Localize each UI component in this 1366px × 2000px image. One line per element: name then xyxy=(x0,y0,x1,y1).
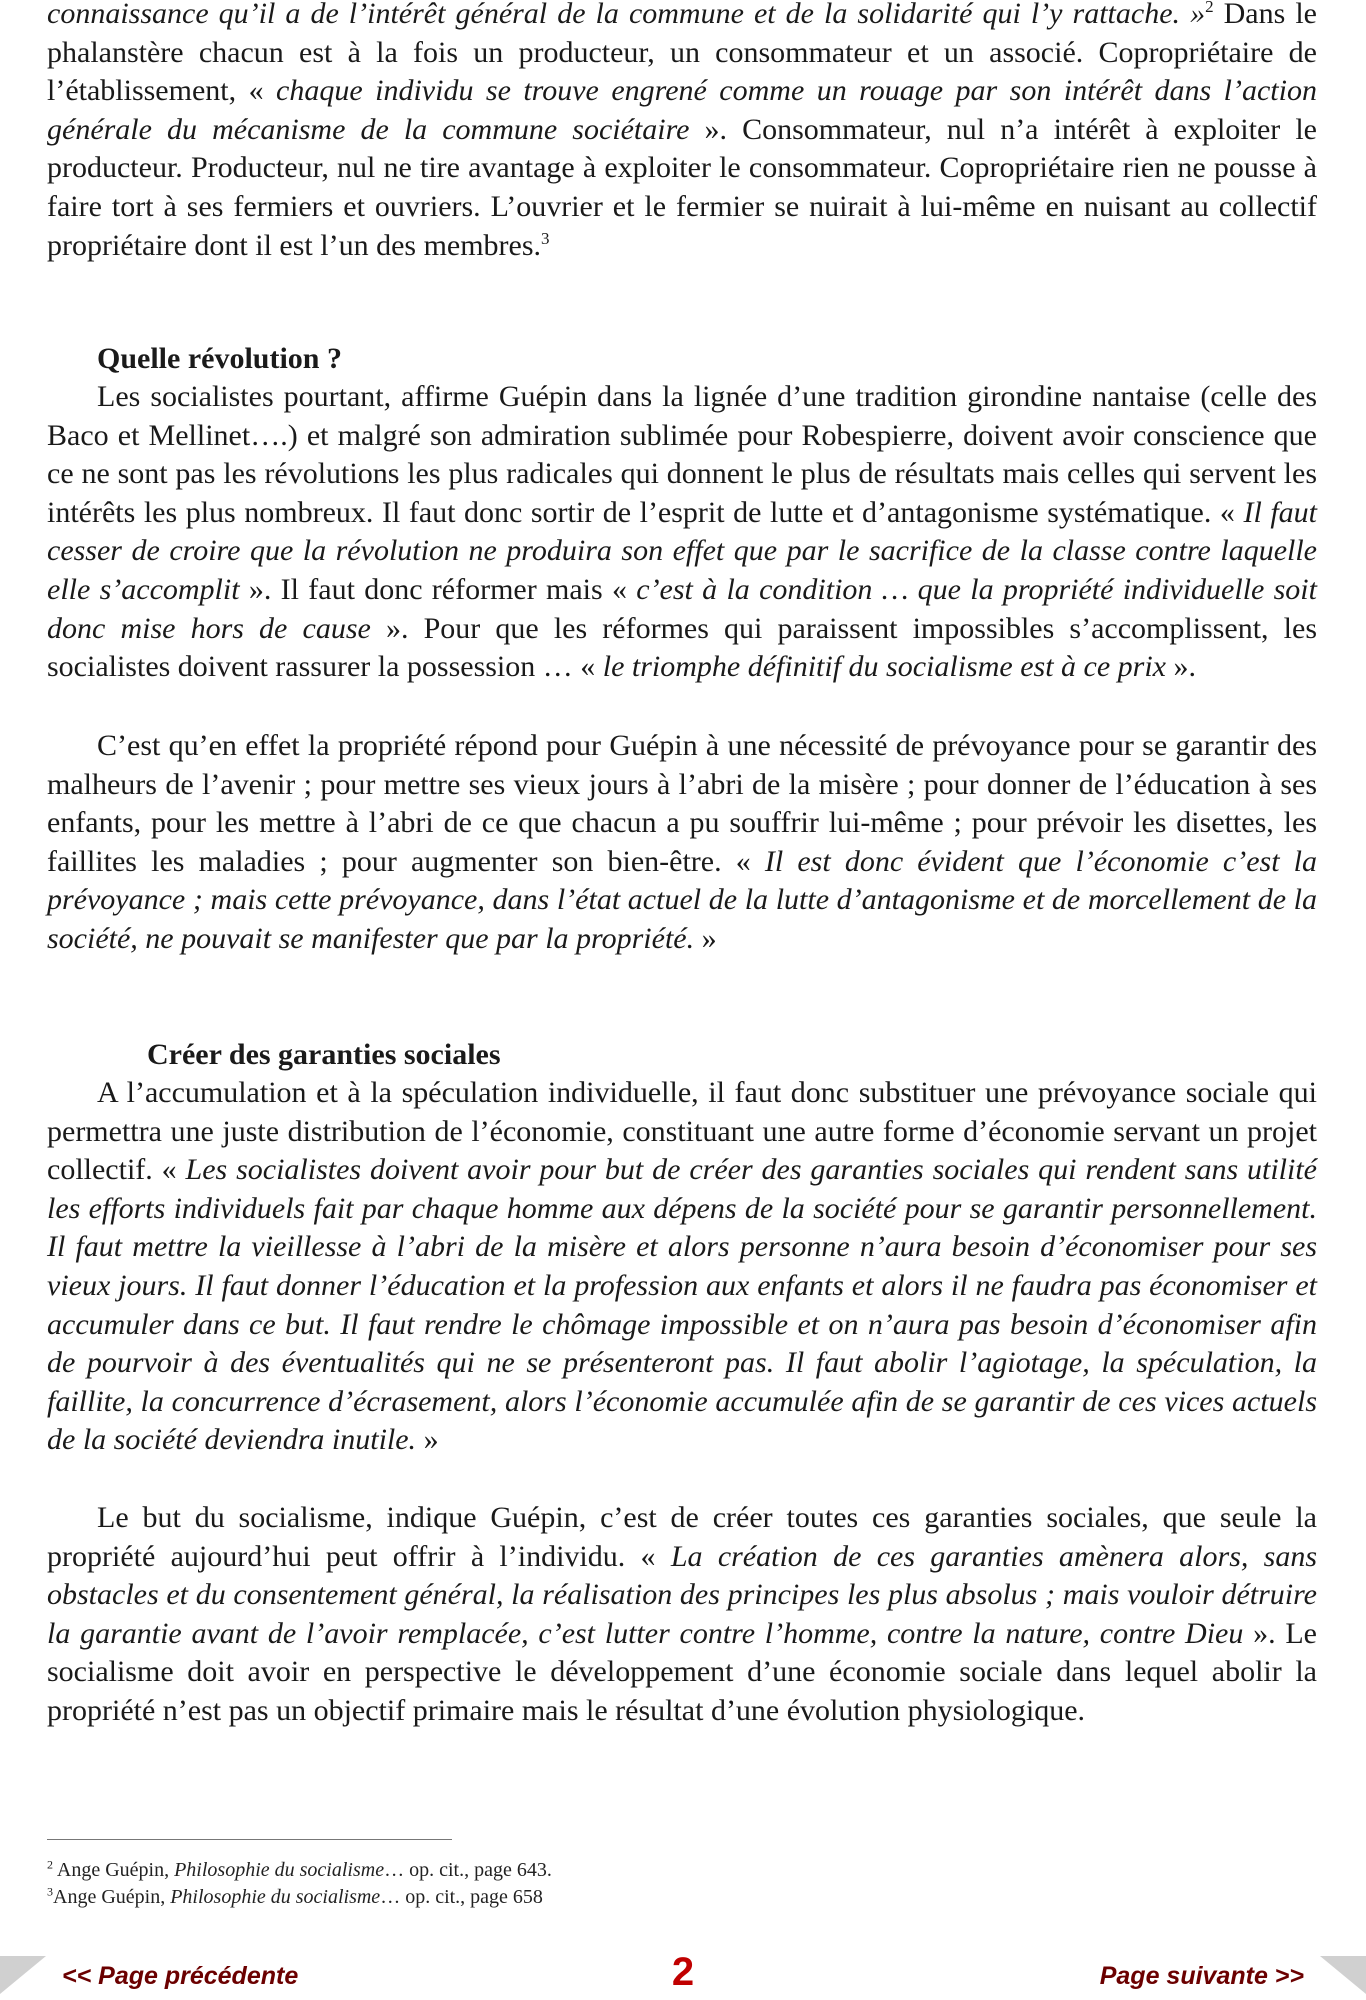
footnote-title: Philosophie du socialisme xyxy=(174,1859,385,1881)
quote-text: c’est à la condition … que la propriété individuelle soit donc mise hors de cause xyxy=(47,572,1317,645)
footnote-3 xyxy=(47,1884,1317,1911)
page-curl-right-icon[interactable] xyxy=(1320,1956,1366,1994)
next-page-link[interactable]: Page suivante >> xyxy=(1099,1962,1304,1990)
quote-text: chaque individu se trouve engrené comme un rouage par son intérêt dans l’action générale du mécanisme de la commune sociétaire xyxy=(47,74,1317,146)
section-heading-quelle-revolution: Quelle révolution ? xyxy=(97,342,342,375)
paragraph-5 xyxy=(47,1499,1317,1731)
text-run: ». Consommateur, nul n’a intérêt à exploiter le producteur. Producteur, nul ne tire avantage à exploiter le consommateur. Copropriétaire rien ne pousse à faire tort à ses fermiers et ouvriers. L’ouvrier et le fermier se nuirait à lui-même en nuisant au collectif propriétaire dont il est l’un des membres. xyxy=(47,112,1317,262)
page-number: 2 xyxy=(671,1950,695,1994)
text-run: » xyxy=(694,921,717,955)
quote-text: Il est donc évident que l’économie c’est la prévoyance ; mais cette prévoyance, dans l’état actuel de la lutte d’antagonisme et de morcellement de la société, ne pouvait se manifester que par la propriété. xyxy=(47,844,1318,955)
footnote-number: 3 xyxy=(47,1884,53,1899)
text-run: ». Le socialisme doit avoir en perspective le développement d’une économie sociale dans lequel abolir la propriété n’est pas un objectif primaire mais le résultat d’une évolution physiologique. xyxy=(47,1616,1317,1727)
footnote-separator xyxy=(47,1839,452,1840)
text-run: A l’accumulation et à la spéculation individuelle, il faut donc substituer une prévoyance sociale qui permettra une juste distribution de l’économie, constituant une autre forme d’économie servant un projet collectif. « xyxy=(47,1076,1317,1187)
text-run: Dans le phalanstère chacun est à la fois un producteur, un consommateur et un associé. Copropriétaire de l’établissement, « xyxy=(47,0,1317,108)
footnote-2 xyxy=(47,1857,1317,1884)
paragraph-2 xyxy=(47,378,1317,687)
quote-text: Il faut cesser de croire que la révolution ne produira son effet que par le sacrifice de la classe contre laquelle elle s’accomplit xyxy=(47,495,1317,606)
footnote-reference: … op. cit., page 643. xyxy=(384,1859,552,1881)
text-run: ». xyxy=(1165,650,1196,684)
quote-text: connaissance qu’il a de l’intérêt général de la commune et de la solidarité qui l’y rattache. » xyxy=(47,0,1206,30)
footnote-number: 2 xyxy=(47,1857,53,1872)
footnotes xyxy=(47,1857,1317,1911)
text-run: Le but du socialisme, indique Guépin, c’est de créer toutes ces garanties sociales, que seule la propriété aujourd’hui peut offrir à l’individu. « xyxy=(47,1501,1317,1573)
text-run: » xyxy=(416,1423,439,1457)
text-run: Les socialistes pourtant, affirme Guépin dans la lignée d’une tradition girondine nantaise (celle des Baco et Mellinet….) et malgré son admiration sublimée pour Robespierre, doivent avoir conscience que ce ne sont pas les révolutions les plus radicales qui donnent le plus de résultats mais celles qui servent les intérêts les plus nombreux. Il faut donc sortir de l’esprit de lutte et d’antagonisme systématique. « xyxy=(47,380,1317,529)
footnote-ref: 3 xyxy=(541,228,550,248)
footnote-author: Ange Guépin, xyxy=(53,1859,175,1881)
quote-text: le triomphe définitif du socialisme est à ce prix xyxy=(602,650,1166,684)
quote-text: La création de ces garanties amènera alors, sans obstacles et du consentement général, la réalisation des principes les plus absolus ; mais vouloir détruire la garantie avant de l’avoir remplacée, c’est lutter contre l’homme, contre la nature, contre Dieu xyxy=(47,1539,1318,1650)
footnote-author: Ange Guépin, xyxy=(53,1886,171,1908)
page-navigation xyxy=(0,1950,1366,2000)
paragraph-3 xyxy=(47,727,1317,959)
paragraph-4 xyxy=(47,1074,1317,1460)
section-heading-garanties-sociales: Créer des garanties sociales xyxy=(147,1038,501,1071)
footnote-title: Philosophie du socialisme xyxy=(170,1886,381,1908)
paragraph-1 xyxy=(47,0,1317,265)
text-run: ». Il faut donc réformer mais « xyxy=(239,572,637,606)
footnote-reference: … op. cit., page 658 xyxy=(380,1886,543,1908)
text-run: C’est qu’en effet la propriété répond pour Guépin à une nécessité de prévoyance pour se garantir des malheurs de l’avenir ; pour mettre ses vieux jours à l’abri de la misère ; pour donner de l’éducation à ses enfants, pour les mettre à l’abri de ce que chacun a pu souffrir lui-même ; pour prévoir les disettes, les faillites les maladies ; pour augmenter son bien-être. « xyxy=(47,729,1317,878)
text-run: ». Pour que les réformes qui paraissent impossibles s’accomplissent, les socialistes doivent rassurer la possession … « xyxy=(47,611,1317,684)
quote-text: Les socialistes doivent avoir pour but de créer des garanties sociales qui rendent sans utilité les efforts individuels fait par chaque homme aux dépens de la société pour se garantir personnellement. Il faut mettre la vieillesse à l’abri de la misère et alors personne n’aura besoin d’économiser pour ses vieux jours. Il faut donner l’éducation et la profession aux enfants et alors il ne faudra pas économiser et accumuler dans ce but. Il faut rendre le chômage impossible et on n’aura pas besoin d’économiser afin de pourvoir à des éventualités qui ne se présenteront pas. Il faut abolir l’agiotage, la spéculation, la faillite, la concurrence d’écrasement, alors l’économie accumulée afin de se garantir de ces vices actuels de la société deviendra inutile. xyxy=(47,1153,1317,1457)
previous-page-link[interactable]: << Page précédente xyxy=(62,1962,299,1990)
footnote-ref: 2 xyxy=(1205,0,1214,16)
